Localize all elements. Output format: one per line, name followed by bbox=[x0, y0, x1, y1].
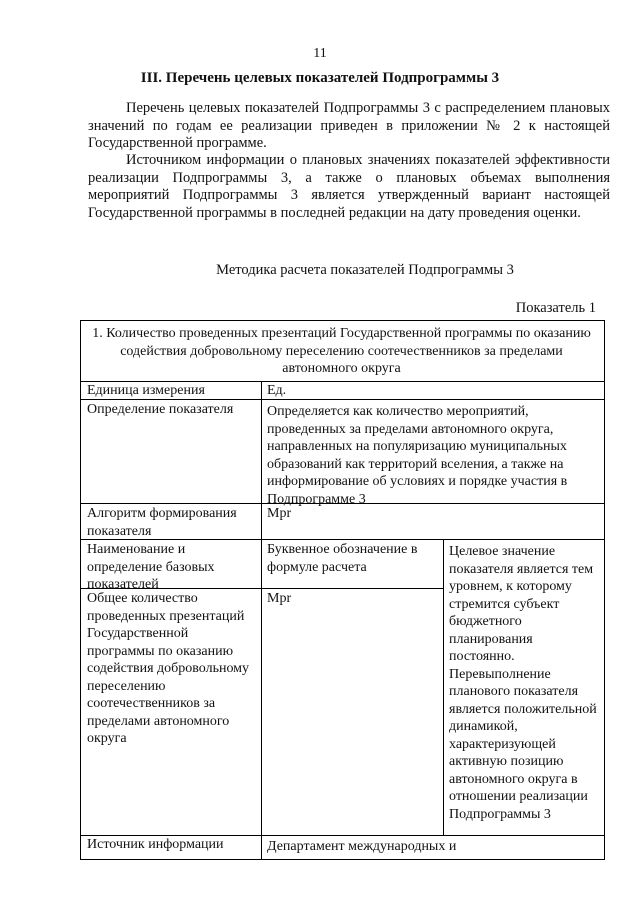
indicator-table bbox=[80, 320, 605, 860]
paragraph-targets-list: Перечень целевых показателей Подпрограммы 3 с распределением плановых значений по годам ее реализации приведен в приложении № 2 к настоящей Государственной программе. bbox=[88, 100, 610, 151]
letter-label-cell: Буквенное обозначение в формуле расчета bbox=[267, 542, 418, 575]
indicator-label: Показатель 1 bbox=[515, 300, 596, 316]
table-title-cell: 1. Количество проведенных презентаций Государственной программы по оказанию содействия добровольному переселению соотечественников за пределами автономного округа bbox=[92, 326, 591, 376]
source-label-cell: Источник информации bbox=[87, 837, 224, 852]
target-value-cell: Целевое значение показателя является тем уровнем, к которому стремится субъект бюджетного планирования постоянно. Перевыполнение планового показателя является положительной динамикой, характеризующей активную позицию автономного округа в отношении реализации Подпрограммы 3 bbox=[449, 544, 597, 822]
table-rule bbox=[443, 539, 444, 835]
section-heading: III. Перечень целевых показателей Подпрограммы 3 bbox=[140, 70, 500, 86]
base-item-cell: Общее количество проведенных презентаций Государственной программы по оказанию содействия добровольному переселению соотечественников за пределами автономного округа bbox=[87, 591, 250, 746]
unit-label-cell: Единица измерения bbox=[87, 383, 205, 398]
algorithm-value-cell: Mpr bbox=[267, 506, 292, 521]
paragraph-information-source: Источником информации о плановых значениях показателей эффективности реализации Подпрограммы 3, а также о плановых объемах выполнения мероприятий Подпрограммы 3 является утвержденный вариант настоящей Государственной программы в последней редакции на дату проведения оценки. bbox=[88, 152, 610, 221]
table-rule bbox=[261, 381, 262, 859]
base-name-label-cell: Наименование и определение базовых показателей bbox=[87, 542, 215, 592]
definition-label-cell: Определение показателя bbox=[87, 402, 234, 417]
unit-value-cell: Ед. bbox=[267, 383, 287, 398]
source-value-cell: Департамент международных и bbox=[267, 839, 457, 854]
methodology-title: Методика расчета показателей Подпрограммы 3 bbox=[216, 262, 514, 278]
definition-value-cell: Определяется как количество мероприятий, проведенных за пределами автономного округа, направленных на популяризацию муниципальных образований как территорий вселения, а также на информирование об условиях и порядке участия в Подпрограмме 3 bbox=[267, 404, 568, 507]
algorithm-label-cell: Алгоритм формирования показателя bbox=[87, 506, 237, 539]
base-item-letter-cell: Mpr bbox=[267, 591, 292, 606]
page-number: 11 bbox=[313, 46, 327, 61]
